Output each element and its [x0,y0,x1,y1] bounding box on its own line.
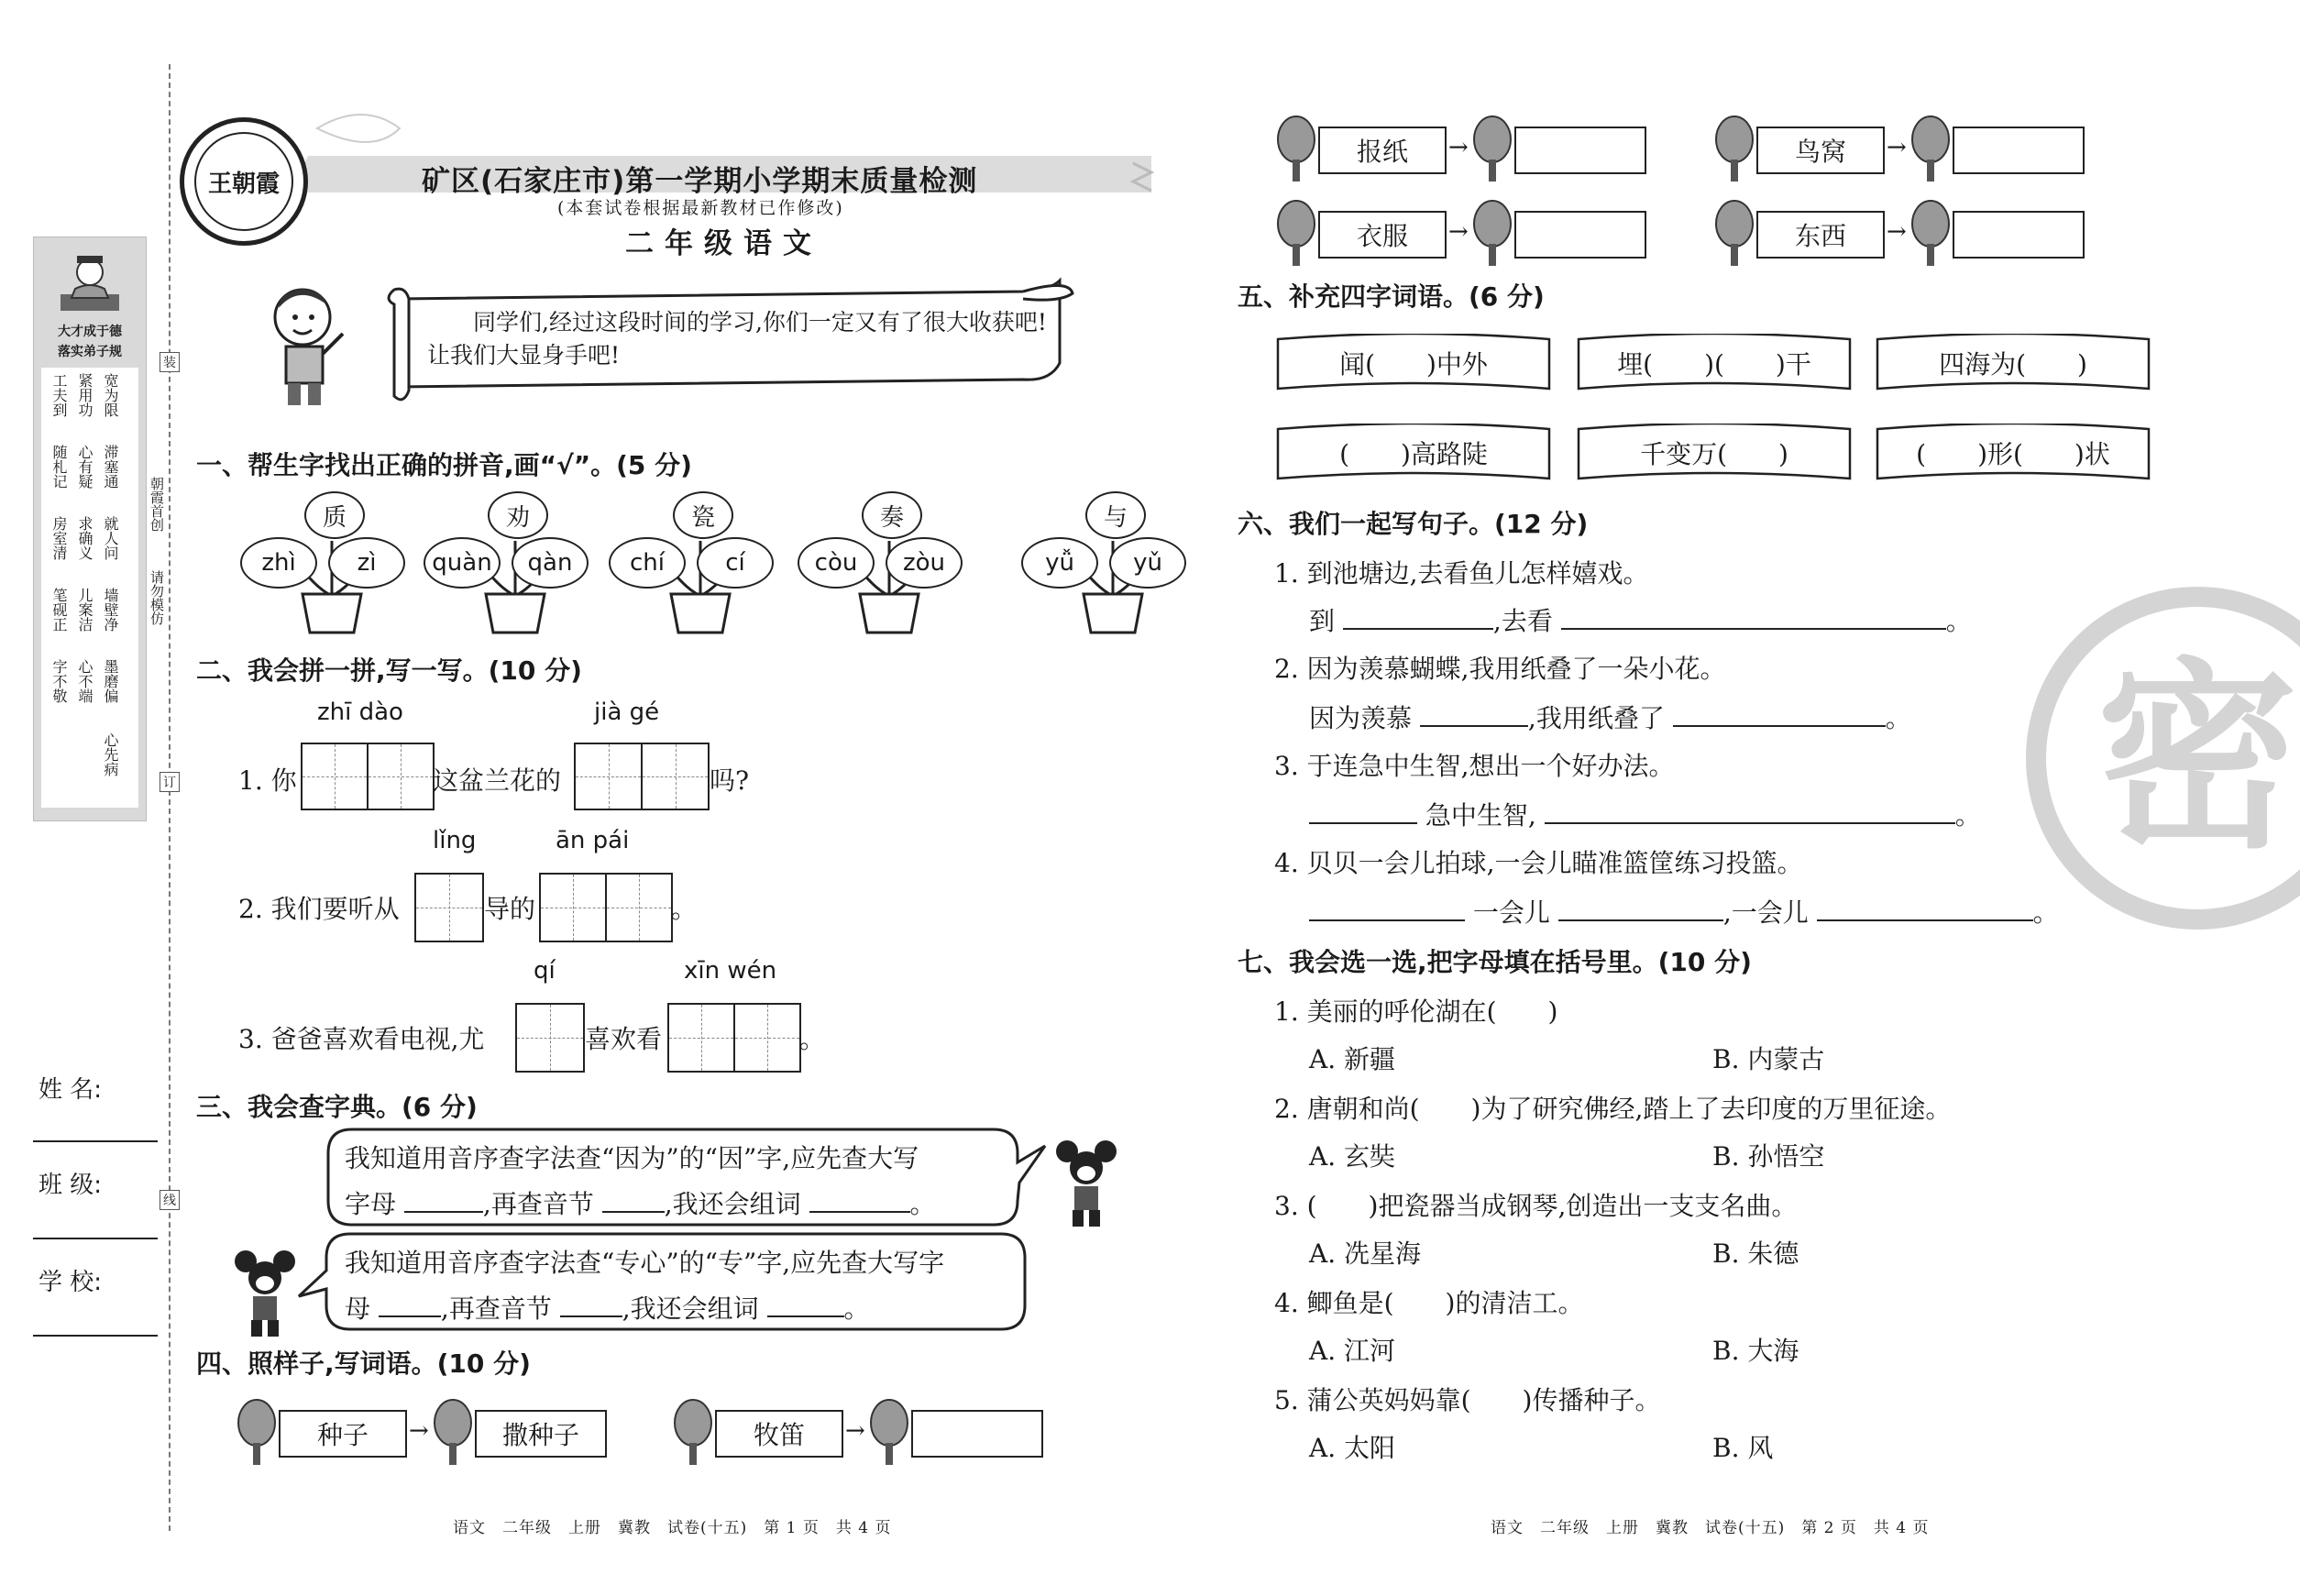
arrow-icon: → [409,1417,429,1445]
sec1-title: 一、帮生字找出正确的拼音,画“√”。(5 分) [196,450,692,480]
idiom-text: 笔砚正 [50,588,68,632]
choice-option-b[interactable]: B. 大海 [1712,1336,1799,1366]
q1-mid: 这盆兰花的 [433,765,562,796]
q3-pinyin-1: qí [534,957,556,985]
b2-text-d: 。 [843,1293,870,1324]
name-field[interactable] [33,1140,158,1142]
footer-page-2: 语文 二年级 上册 冀教 试卷(十五) 第 2 页 共 4 页 [1491,1519,1930,1537]
q3-mid: 喜欢看 [585,1024,663,1054]
s3-blank-1[interactable] [1309,798,1417,824]
q1-post: 吗? [710,765,750,796]
q1-pinyin-1: zhī dào [317,699,403,726]
idiom-text: 房室清 [50,516,68,560]
seal-char-2: 订 [160,772,180,792]
word-box: 东西 [1756,211,1885,259]
b1-text-a: 字母 [345,1189,397,1219]
s3-answer [1309,796,1981,832]
tree-icon [1276,200,1316,268]
idiom-text: 墙壁净 [102,588,119,632]
s2-blank-2[interactable] [1673,701,1886,727]
s4-answer [1309,893,2059,930]
logo-text: 王朝霞 [207,170,280,198]
sec7-title: 七、我会选一选,把字母填在括号里。(10 分) [1238,947,1752,977]
s2-a: 因为羡慕 [1309,703,1413,733]
word-box: 鸟窝 [1756,127,1885,174]
b2-text-a: 母 [345,1293,371,1324]
tree-icon [1910,200,1951,268]
b2-text-b: ,再查音节 [440,1293,552,1324]
b2-blank-syllable[interactable] [560,1292,622,1317]
choice-option-b[interactable]: B. 孙悟空 [1712,1141,1825,1172]
name-label: 姓 名: [39,1076,103,1104]
word-box: 撒种子 [475,1410,607,1458]
s2-b: ,我用纸叠了 [1527,703,1665,733]
q3-post: 。 [799,1024,826,1054]
s4-a: 一会儿 [1472,897,1550,928]
idiom-text: 求确义 [76,516,94,560]
intro-text: 同学们,经过这段时间的学习,你们一定又有了很大收获吧!让我们大显身手吧! [427,309,1047,369]
sec4-title: 四、照样子,写词语。(10 分) [196,1348,531,1379]
s3-example: 3. 于连急中生智,想出一个好办法。 [1274,751,1675,781]
copyright-1: 朝霞首创 [149,477,165,532]
q1-pre: 1. 你 [238,765,297,796]
s1-b: ,去看 [1492,606,1553,636]
pinyin-option-b[interactable]: qàn [512,537,589,589]
sec6-title: 六、我们一起写句子。(12 分) [1238,509,1589,539]
choice-option-b[interactable]: B. 风 [1712,1433,1774,1463]
watermark-char: 密 [2096,641,2298,875]
s2-example: 2. 因为羡慕蝴蝶,我用纸叠了一朵小花。 [1274,654,1726,684]
choice-option-a[interactable]: A. 冼星海 [1309,1238,1422,1269]
choice-option-a[interactable]: A. 玄奘 [1309,1141,1396,1172]
idiom-text: 随札记 [50,445,68,489]
tree-icon [1472,116,1513,183]
idiom-text: 宽为限 [102,373,119,417]
tree-icon [1714,200,1755,268]
idioms-grid [41,368,138,808]
b1-blank-syllable[interactable] [602,1187,665,1213]
flower-char: 瓷 [673,491,733,539]
tree-icon [237,1399,277,1467]
choice-question: 4. 鲫鱼是( )的清洁工。 [1274,1288,1584,1318]
idiom-item[interactable]: 四海为( ) [1939,349,2087,380]
s1-a: 到 [1309,606,1336,636]
s4-blank-1[interactable] [1309,896,1465,921]
choice-option-b[interactable]: B. 朱德 [1712,1238,1799,1269]
q2-mid: 导的 [484,894,536,924]
s1-blank-1[interactable] [1343,604,1493,630]
class-field[interactable] [33,1238,158,1239]
school-label: 学 校: [39,1269,103,1296]
sec3-b2-line1: 我知道用音序查字法查“专心”的“专”字,应先查大写字 [345,1248,945,1278]
seal-char-1: 装 [160,352,180,372]
arrow-icon: → [1448,134,1469,161]
sec3-b2-line2 [345,1289,870,1326]
s1-c: 。 [1945,606,1972,636]
q2-pinyin-2: ān pái [556,827,630,854]
cut-line [169,64,171,1531]
q3-boxes-1[interactable] [515,1003,585,1073]
idiom-text: 就人问 [102,516,119,560]
choice-option-a[interactable]: A. 太阳 [1309,1433,1396,1463]
b1-blank-word[interactable] [809,1187,910,1213]
mickey-icon-2 [233,1249,297,1340]
motto-2: 落实弟子规 [58,345,122,359]
sec3-b1-line1: 我知道用音序查字法查“因为”的“因”字,应先查大写 [345,1143,919,1173]
q3-pinyin-2: xīn wén [684,957,777,985]
choice-question: 5. 蒲公英妈妈靠( )传播种子。 [1274,1385,1661,1415]
seal-char-3: 线 [160,1190,180,1210]
secret-watermark [2026,587,2300,930]
choice-option-a[interactable]: A. 新疆 [1309,1044,1396,1074]
school-field[interactable] [33,1335,158,1337]
choice-question: 2. 唐朝和尚( )为了研究佛经,踏上了去印度的万里征途。 [1274,1094,1952,1124]
idiom-item[interactable]: 千变万( ) [1640,439,1788,469]
idiom-text: 心不端 [76,659,94,703]
boy-icon [262,281,354,409]
b1-text-b: ,再查音节 [482,1189,594,1219]
idiom-text: 工夫到 [50,373,68,417]
q1-boxes-1[interactable] [301,743,435,810]
copyright-2: 请勿模仿 [149,570,165,625]
b2-blank-word[interactable] [767,1292,844,1317]
exam-title: 矿区(石家庄市)第一学期小学期末质量检测 [422,165,978,198]
flower-char: 与 [1085,491,1146,539]
footer-page-1: 语文 二年级 上册 冀教 试卷(十五) 第 1 页 共 4 页 [453,1519,892,1537]
sec2-title: 二、我会拼一拼,写一写。(10 分) [196,655,582,686]
idiom-text: 紧用功 [76,373,94,417]
idiom-text: 心先病 [102,732,119,776]
q3-pre: 3. 爸爸喜欢看电视,尤 [238,1024,485,1054]
idiom-text: 心有疑 [76,445,94,489]
tree-icon [1910,116,1951,183]
answer-box[interactable] [1514,127,1646,174]
b1-text-c: ,我还会组词 [664,1189,801,1219]
pinyin-option-a[interactable]: yǚ [1021,537,1098,589]
idiom-text: 字不敬 [50,659,68,703]
q1-pinyin-2: jià gé [594,699,660,726]
s3-blank-2[interactable] [1545,798,1955,824]
q1-boxes-2[interactable] [574,743,710,810]
idiom-item[interactable]: ( )高路陡 [1339,439,1488,469]
b2-blank-letter[interactable] [379,1292,441,1317]
grade-title: 二年级语文 [625,227,822,260]
q2-boxes-2[interactable] [539,873,673,942]
answer-box[interactable] [911,1410,1043,1458]
choice-option-b[interactable]: B. 内蒙古 [1712,1044,1825,1074]
word-box: 衣服 [1318,211,1447,259]
scholar-icon [53,247,127,320]
sec3-title: 三、我会查字典。(6 分) [196,1092,478,1122]
q3-boxes-2[interactable] [667,1003,801,1073]
s3-a: 急中生智, [1425,800,1536,831]
s4-example: 4. 贝贝一会儿拍球,一会儿瞄准篮筐练习投篮。 [1274,848,1803,878]
arrow-icon: → [1887,218,1907,246]
choice-question: 3. ( )把瓷器当成钢琴,创造出一支支名曲。 [1274,1191,1798,1221]
word-box: 报纸 [1318,127,1447,174]
sidebar-motto-panel [33,237,147,821]
tree-icon [869,1399,909,1467]
class-label: 班 级: [39,1172,103,1199]
choice-option-a[interactable]: A. 江河 [1309,1336,1396,1366]
idiom-item[interactable]: 闻( )中外 [1339,349,1488,380]
word-box: 牧笛 [715,1410,843,1458]
pinyin-option-a[interactable]: quàn [424,537,501,589]
answer-box[interactable] [1953,211,2085,259]
q2-pinyin-1: lǐng [433,827,477,854]
idiom-text: 墨磨偏 [102,659,119,703]
tree-icon [433,1399,473,1467]
flower-char: 质 [304,491,365,539]
choice-question: 1. 美丽的呼伦湖在( ) [1274,996,1558,1027]
s1-answer [1309,601,1972,638]
tree-icon [1472,200,1513,268]
flower-char: 劝 [488,491,548,539]
logo-seal [180,117,308,246]
s2-answer [1309,699,1911,735]
answer-box[interactable] [1514,211,1646,259]
b2-text-c: ,我还会组词 [622,1293,759,1324]
idiom-item[interactable]: 埋( )( )干 [1617,349,1811,380]
s4-blank-2[interactable] [1558,896,1723,921]
tree-icon [1714,116,1755,183]
b1-blank-letter[interactable] [404,1187,483,1213]
arrow-icon: → [845,1417,865,1445]
q2-pre: 2. 我们要听从 [238,894,400,924]
tree-icon [673,1399,713,1467]
arrow-icon: → [1887,134,1907,161]
pinyin-option-b[interactable]: zì [328,537,405,589]
arrow-icon: → [1448,218,1469,246]
pinyin-option-a[interactable]: zhì [240,537,317,589]
pinyin-option-a[interactable]: còu [798,537,875,589]
s4-b: ,一会儿 [1722,897,1809,928]
answer-box[interactable] [1953,127,2085,174]
sec3-b1-line2 [345,1184,936,1221]
pinyin-option-b[interactable]: yǔ [1109,537,1186,589]
idiom-text: 儿案洁 [76,588,94,632]
sec5-title: 五、补充四字词语。(6 分) [1238,281,1545,312]
q2-boxes-1[interactable] [414,873,484,942]
pinyin-option-b[interactable]: cí [697,537,774,589]
tree-icon [1276,116,1316,183]
s2-blank-1[interactable] [1420,701,1528,727]
s1-blank-2[interactable] [1561,604,1946,630]
q2-post: 。 [671,894,698,924]
word-box: 种子 [279,1410,407,1458]
idiom-text: 滞塞通 [102,445,119,489]
b1-text-d: 。 [909,1189,936,1219]
mickey-icon-1 [1054,1139,1118,1230]
exam-subtitle: (本套试卷根据最新教材已作修改) [557,198,844,218]
s4-blank-3[interactable] [1817,896,2033,921]
flower-char: 奏 [862,491,922,539]
pinyin-option-a[interactable]: chí [609,537,686,589]
s1-example: 1. 到池塘边,去看鱼儿怎样嬉戏。 [1274,558,1649,589]
s3-b: 。 [1954,800,1981,831]
s2-c: 。 [1885,703,1911,733]
motto-1: 大才成于德 [58,325,122,339]
s4-c: 。 [2032,897,2059,928]
pinyin-option-b[interactable]: zòu [886,537,963,589]
idiom-item[interactable]: ( )形( )状 [1916,439,2110,469]
